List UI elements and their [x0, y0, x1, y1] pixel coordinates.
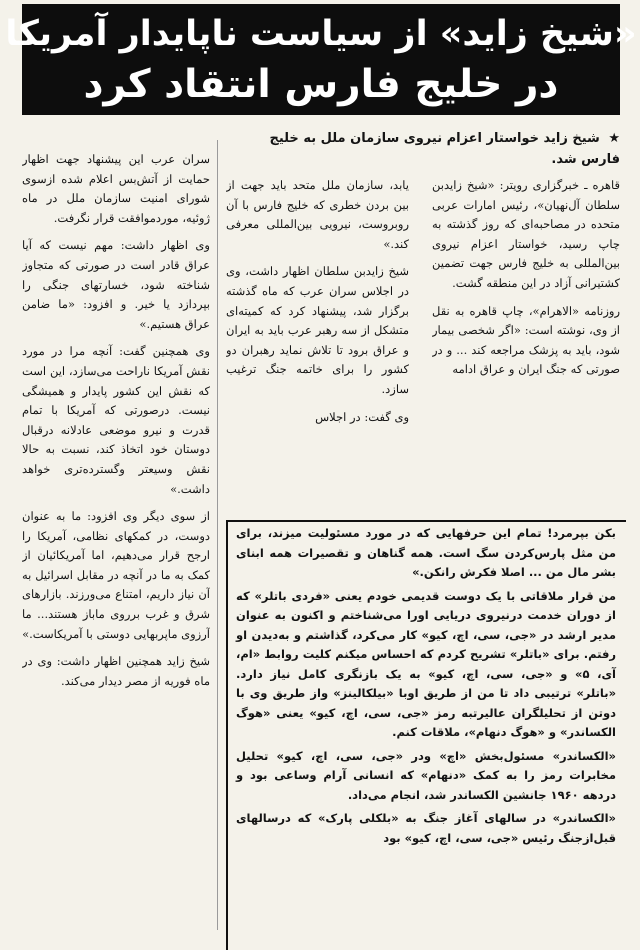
- paragraph: وی گفت: در اجلاس: [315, 409, 409, 424]
- headline-line-2: در خلیج فارس انتقاد کرد: [83, 61, 559, 107]
- paragraph: سران عرب این پیشنهاد جهت اظهار حمایت از آتش‌بس اعلام شده ازسوی شورای امنیت سازمان ملل در ماه ژوئیه، موردموافقت قرار نگرفت.: [22, 152, 210, 225]
- article-column-left: [22, 150, 210, 930]
- lead-text: شیخ زاید خواستار اعزام نیروی سازمان ملل به خلیج فارس شد.: [269, 131, 620, 167]
- article-column-right: [432, 176, 620, 504]
- paragraph: قاهره ـ خبرگزاری رویتر: «شیخ زایدبن سلطان آل‌نهیان»، رئیس امارات عربی متحده در مصاحبه‌ای که روز گذشته به چاپ رسید، خواستار اعزام نیروی بین‌المللی به خلیج فارس جهت تضمین کشتیرانی آزاد در این منطقه گشت.: [432, 178, 620, 290]
- paragraph: از سوی دیگر وی افزود: ما به عنوان دوست، در کمکهای نظامی، آمریکا را ارجح قرار می‌دهیم، اما آمریکائیان از کمک به ما در آنچه در مقابل اسرائیل به آن نیاز داریم، امتناع می‌ورزند. بازارهای شرق و غرب برروی ماباز هستند... ما آرزوی ماپربهایی دوستی با آمریکاست.»: [22, 509, 210, 641]
- paragraph: یابد، سازمان ملل متحد باید جهت از بین بردن خطری که خلیج فارس با آن روبروست، نیرویی بین‌المللی معرفی کند.»: [226, 178, 409, 251]
- column-divider: [217, 140, 218, 930]
- headline-banner: [5, 4, 637, 115]
- paragraph: شیخ زایدبن سلطان اظهار داشت، وی در اجلاس سران عرب که ماه گذشته برگزار شد، پیشنهاد کرد که کمیته‌ای متشکل از سه رهبر عرب باید به ایران و عراق برود تا تلاش نماید رهبران دو کشور را برای خاتمه جنگ ترغیب سازد.: [226, 264, 409, 396]
- paragraph: وی همچنین گفت: آنچه مرا در مورد نقش آمریکا ناراحت می‌سازد، این است که نقش این کشور پایدار و همیشگی نیست. درصورتی که آمریکا با تمام قدرت و نیرو موضعی عادلانه درقبال دوستان خود اتخاذ کند، نسبت به حالا نقش وسیعتر وگسترده‌تری خواهد داشت.»: [22, 344, 210, 496]
- paragraph: وی اظهار داشت: مهم نیست که آیا عراق قادر است در صورتی که متجاوز شناخته شود، خسارتهای جنگی را بپردازد یا خیر. و افزود: «ما ضامن عراق هستیم.»: [22, 238, 210, 331]
- paragraph: بکن بپرمرد! تمام این حرفهایی که در مورد مسئولیت میزند، برای من مثل پارس‌کردن سگ است. همه گناهان و تقصیرات همه ابنای بشر مال من ... اصلا فکرش رانکن.»: [236, 526, 616, 579]
- paragraph: «الکساندر» در سالهای آغاز جنگ به «بلکلی پارک» که درسالهای قبل‌ازجنگ رئیس «جی، سی، اچ، کیو» بود: [236, 811, 616, 845]
- headline-line-1: «شیخ زاید» از سیاست ناپایدار آمریکا: [5, 13, 637, 54]
- lead-subheadline: [232, 128, 620, 170]
- paragraph: «الکساندر» مسئول‌بخش «اچ» ودر «جی، سی، اچ، کیو» تحلیل مخابرات رمز را به کمک «دنهام» که انسانی آرام وساعی بود و دردهه ۱۹۶۰ جانشین الکساندر شد، انجام می‌داد.: [236, 748, 616, 802]
- star-icon: ★: [608, 131, 620, 146]
- paragraph: روزنامه «الاهرام»، چاپ قاهره به نقل از وی، نوشته است: «اگر شخصی بیمار شود، باید به پزشک مراجعه کند ... و در صورتی که جنگ ایران و عراق ادامه: [432, 303, 620, 377]
- paragraph: من قرار ملاقاتی با یک دوست قدیمی خودم یعنی «فردی باتلر» که از دوران خدمت درنیروی دریایی اورا می‌شناختم و اکنون به عنوان مدیر ارشد در «جی، سی، اچ، کیو» کار می‌کرد، گذاشتم و به‌دیدن او رفتم. برای «باتلر» تشریح کردم که احساس میکنم کلیت روابط «ام، آی، ۵» و «جی، سی، اچ، کیو» به یک بازنگری کامل نیاز دارد. «باتلر» ترتیبی داد تا من از طریق اوبا «بیلکالینز» واز طریق وی با دوتن از تحلیلگران عالیرتبه رمز «جی، سی، اچ، کیو» یعنی «هوگ الکساندر» و «هوگ دنهام»، ملاقات کنم.: [236, 588, 617, 739]
- article-column-middle: [226, 176, 409, 504]
- paragraph: شیخ زاید همچنین اظهار داشت: وی در ماه فوریه از مصر دیدار می‌کند.: [22, 654, 210, 688]
- boxed-serial-article: [226, 520, 626, 950]
